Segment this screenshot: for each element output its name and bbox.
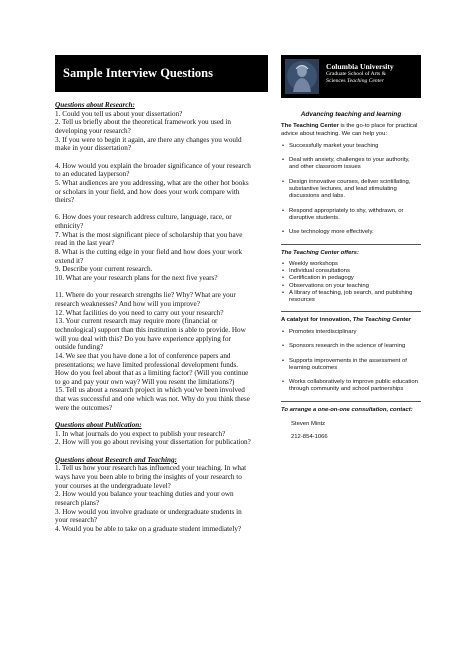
question-line: your research?	[55, 516, 98, 525]
intro-bold: The Teaching Center	[281, 123, 339, 130]
question-line: 12. What facilities do you need to carry out your research?	[55, 308, 224, 317]
question-line: to an educated layperson?	[55, 170, 130, 179]
list-item: • Respond appropriately to shy, withdrawn, or disruptive students.	[281, 208, 421, 223]
question-group-3	[55, 213, 270, 282]
page-title: Sample Interview Questions	[55, 55, 268, 92]
logo-banner	[281, 55, 421, 98]
question-line: 11. Where do your research strengths lie? Why? What are your	[55, 291, 236, 300]
help-list	[281, 143, 421, 237]
question-line: 6. How does your research address culture, language, race, or	[55, 213, 232, 222]
contact-phone: 212-854-1066	[291, 434, 328, 441]
catalyst-heading	[281, 317, 421, 324]
university-seal-icon	[285, 59, 319, 94]
question-line: 3. If you were to begin it again, are there any changes you would	[55, 135, 242, 144]
contact-name: Steven Mintz	[291, 421, 326, 428]
question-group-1	[55, 110, 270, 153]
section-heading-research: Questions about Research:	[55, 101, 135, 109]
question-line: 1. Tell us how your research has influenced your teaching. In what	[55, 464, 247, 473]
list-item: • Certification in pedagogy	[281, 275, 421, 282]
catalyst-a: A catalyst for innovation,	[281, 316, 353, 323]
question-line: 13. Your current research may require more (financial or	[55, 317, 218, 326]
question-line: will you deal with this? Do you have experience applying for	[55, 334, 232, 343]
list-item: • Weekly workshops	[281, 261, 421, 268]
question-line: 4. How would you explain the broader significance of your research	[55, 161, 251, 170]
section-heading-publication: Questions about Publication:	[55, 421, 142, 430]
question-line: research weaknesses? And how will you improve?	[55, 299, 200, 308]
list-item: • Use technology more effectively.	[281, 229, 421, 236]
list-item: • Works collaboratively to improve public education through community and school partnerships	[281, 379, 421, 394]
question-line: your courses at the undergraduate level?	[55, 481, 171, 490]
offers-list	[281, 261, 421, 305]
question-line: outside funding?	[55, 343, 104, 352]
list-item: • Successfully market your teaching	[281, 143, 421, 150]
question-line: 9. Describe your current research.	[55, 265, 153, 274]
question-line: that was successful and one which was not. Why do you think these	[55, 395, 250, 404]
question-group-2	[55, 162, 270, 205]
catalyst-list	[281, 329, 421, 394]
right-column	[281, 102, 421, 442]
logo-line-2: Graduate School of Arts &	[326, 71, 386, 77]
question-line: ethnicity?	[55, 222, 84, 231]
list-item: • Individual consultations	[281, 268, 421, 275]
intro-text	[281, 123, 421, 138]
question-line: 3. How would you involve graduate or undergraduate students in	[55, 507, 242, 516]
list-item: • A library of teaching, job search, and publishing resources	[281, 290, 421, 305]
divider	[281, 401, 421, 402]
question-line: 7. What is the most significant piece of scholarship that you have	[55, 230, 243, 239]
question-line: research plans?	[55, 498, 100, 507]
question-line: 1. Could you tell us about your dissertation?	[55, 109, 183, 118]
list-item: • Supports improvements in the assessment of learning outcomes	[281, 358, 421, 373]
list-item: • Deal with anxiety, challenges to your authority, and other classroom issues	[281, 157, 421, 172]
logo-line-3b: Teaching Center	[346, 78, 384, 84]
question-line: 2. How will you go about revising your dissertation for publication?	[55, 438, 251, 447]
question-line: ways have you been able to bring the insights of your research to	[55, 472, 242, 481]
question-group-4	[55, 291, 270, 412]
question-line: or scholars in your field, and how does your work compare with	[55, 187, 240, 196]
question-line: make in your dissertation?	[55, 144, 132, 153]
question-line: were the outcomes?	[55, 403, 113, 412]
list-item: • Promotes interdisciplinary	[281, 329, 421, 336]
left-column	[55, 101, 270, 534]
question-line: 2. How would you balance your teaching duties and your own	[55, 490, 234, 499]
question-group-6	[55, 464, 270, 533]
question-line: to go and pay your own way? Will you resent the limitations?)	[55, 377, 235, 386]
question-line: 2. Tell us briefly about the theoretical framework you used in	[55, 118, 232, 127]
question-line: theirs?	[55, 196, 75, 205]
intro-rest: is the go-to place for practical advice about teaching. We can help you:	[281, 123, 418, 137]
question-line: presentations; we have limited professional development funds.	[55, 360, 239, 369]
offers-heading: The Teaching Center offers:	[281, 249, 359, 256]
question-line: 5. What audiences are you addressing, what are the other hot books	[55, 178, 249, 187]
tagline: Advancing teaching and learning	[300, 111, 402, 118]
question-line: technological) support than this institution is able to provide. How	[55, 325, 246, 334]
question-line: 8. What is the cutting edge in your field and how does your work	[55, 248, 243, 257]
question-line: 15. Tell us about a research project in which you've been involved	[55, 386, 245, 395]
question-line: 14. We see that you have done a lot of conference papers and	[55, 351, 231, 360]
logo-line-3a: Sciences	[326, 78, 346, 84]
question-line: How do you feel about that as a limiting factor? (Will you continue	[55, 369, 249, 378]
question-group-5	[55, 430, 270, 447]
question-line: developing your research?	[55, 126, 131, 135]
arrange-heading: To arrange a one-on-one consultation, contact:	[281, 406, 413, 413]
question-line: read in the last year?	[55, 239, 115, 248]
catalyst-b: The Teaching Center	[352, 316, 411, 323]
list-item: • Observations on your teaching	[281, 283, 421, 290]
logo-line-1: Columbia University	[326, 62, 394, 71]
question-line: 4. Would you be able to take on a graduate student immediately?	[55, 524, 242, 533]
question-line: 10. What are your research plans for the next five years?	[55, 274, 218, 282]
list-item: • Sponsors research in the science of learning	[281, 343, 421, 350]
divider	[281, 244, 421, 245]
list-item: • Design innovative courses, deliver scintillating, substantive lectures, and lead stimulating discussions and labs.	[281, 179, 421, 201]
question-line: extend it?	[55, 256, 84, 265]
divider	[281, 311, 421, 312]
section-heading-research-teaching: Questions about Research and Teaching:	[55, 455, 177, 464]
question-line: 1. In what journals do you expect to publish your research?	[55, 429, 226, 438]
